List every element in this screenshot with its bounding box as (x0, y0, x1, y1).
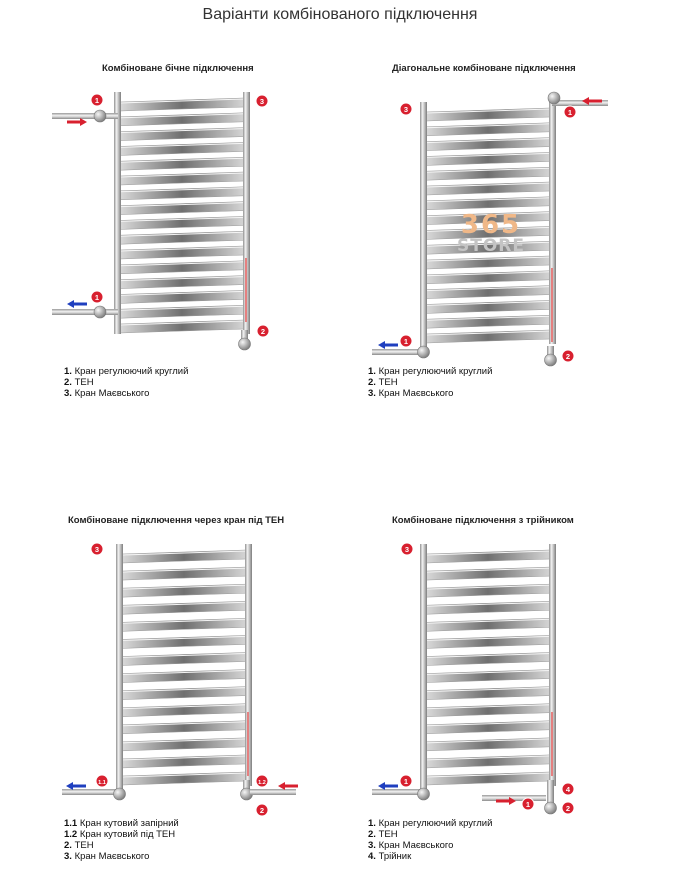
legend-text: Кран Маєвського (375, 388, 454, 399)
marker-label: 3 (259, 97, 265, 106)
legend-text: ТЕН (375, 377, 398, 388)
legend-item (64, 388, 188, 399)
marker-label: 1 (403, 337, 409, 346)
legend-text: ТЕН (71, 840, 94, 851)
connection-pipe (372, 349, 418, 355)
watermark-number: 365 (460, 210, 522, 240)
legend-text: Кран Маєвського (375, 840, 454, 851)
tee-fitting (547, 780, 554, 804)
marker-label: 3 (403, 105, 409, 114)
legend-item (64, 840, 179, 851)
panel-1-legend (64, 366, 188, 399)
towel-rail (114, 92, 250, 334)
valve (418, 788, 430, 800)
page-title: Варіанти комбінованого підключення (202, 6, 478, 23)
marker-label: 2 (259, 806, 265, 815)
return-arrow (67, 300, 87, 308)
connection-pipe (52, 309, 118, 315)
marker-label: 3 (94, 545, 100, 554)
marker-label: 1 (525, 800, 531, 809)
legend-number: 1. (368, 818, 376, 829)
towel-rail (420, 102, 556, 344)
left-rail (116, 544, 123, 786)
valve (114, 788, 126, 800)
supply-arrow (67, 118, 87, 126)
legend-item (368, 366, 492, 377)
panel-4-title: Комбіноване підключення з трійником (392, 515, 574, 526)
towel-rail (116, 544, 252, 786)
legend-item (64, 829, 179, 840)
marker-label: 2 (565, 352, 571, 361)
legend-item (368, 388, 492, 399)
legend-item (64, 377, 188, 388)
legend-item (64, 366, 188, 377)
valve (545, 354, 557, 366)
valve (418, 346, 430, 358)
marker-label: 2 (565, 804, 571, 813)
left-rail (114, 92, 121, 334)
legend-text: Кран Маєвського (71, 851, 150, 862)
marker-label: 1 (94, 293, 100, 302)
legend-number: 2. (64, 377, 72, 388)
legend-text: Кран регулюючий круглий (71, 366, 189, 377)
legend-number: 3. (368, 388, 376, 399)
valve (239, 338, 251, 350)
legend-item (368, 840, 492, 851)
left-rail (420, 102, 427, 344)
legend-text: Кран кутовий під ТЕН (77, 829, 176, 840)
legend-number: 1.2 (64, 829, 78, 840)
legend-number: 3. (64, 851, 72, 862)
legend-text: Кран кутовий запірний (77, 818, 179, 829)
panel-4-legend (368, 818, 492, 862)
left-rail (420, 544, 427, 786)
marker-label: 1 (94, 96, 100, 105)
connection-pipe (372, 789, 420, 795)
legend-number: 3. (64, 388, 72, 399)
marker-label: 1.1 (98, 780, 106, 786)
return-arrow (378, 341, 398, 349)
valve (548, 92, 560, 104)
panel-3-title: Комбіноване підключення через кран під ТЕН (68, 515, 285, 526)
marker-label: 1 (403, 777, 409, 786)
panel-2-title: Діагональне комбіноване підключення (392, 63, 576, 74)
panel-2-legend (368, 366, 492, 399)
marker-label: 1.2 (258, 780, 266, 786)
connection-pipe (52, 113, 118, 119)
legend-number: 3. (368, 840, 376, 851)
legend-item (368, 851, 492, 862)
legend-text: ТЕН (71, 377, 94, 388)
legend-number: 1. (368, 366, 376, 377)
legend-number: 4. (368, 851, 376, 862)
legend-number: 2. (64, 840, 72, 851)
legend-number: 2. (368, 377, 376, 388)
legend-item (368, 818, 492, 829)
watermark-word: STORE (457, 236, 525, 256)
marker-label: 1 (567, 108, 573, 117)
connection-pipe (250, 789, 296, 795)
marker-label: 2 (260, 327, 266, 336)
legend-text: Кран регулюючий круглий (375, 366, 493, 377)
legend-item (64, 851, 179, 862)
panel-3-legend (64, 818, 179, 862)
legend-number: 1. (64, 366, 72, 377)
legend-number: 1.1 (64, 818, 78, 829)
marker-label: 4 (565, 785, 571, 794)
legend-item (368, 829, 492, 840)
towel-rail (420, 544, 556, 786)
marker-label: 3 (404, 545, 410, 554)
supply-arrow (278, 782, 298, 790)
legend-item (64, 818, 179, 829)
valve (545, 802, 557, 814)
legend-number: 2. (368, 829, 376, 840)
legend-text: Кран Маєвського (71, 388, 150, 399)
valve (94, 110, 106, 122)
valve (94, 306, 106, 318)
return-arrow (378, 782, 398, 790)
panel-1-title: Комбіноване бічне підключення (102, 63, 254, 74)
legend-text: Трійник (375, 851, 412, 862)
return-arrow (66, 782, 86, 790)
legend-text: ТЕН (375, 829, 398, 840)
legend-text: Кран регулюючий круглий (375, 818, 493, 829)
connection-pipe (62, 789, 116, 795)
legend-item (368, 377, 492, 388)
